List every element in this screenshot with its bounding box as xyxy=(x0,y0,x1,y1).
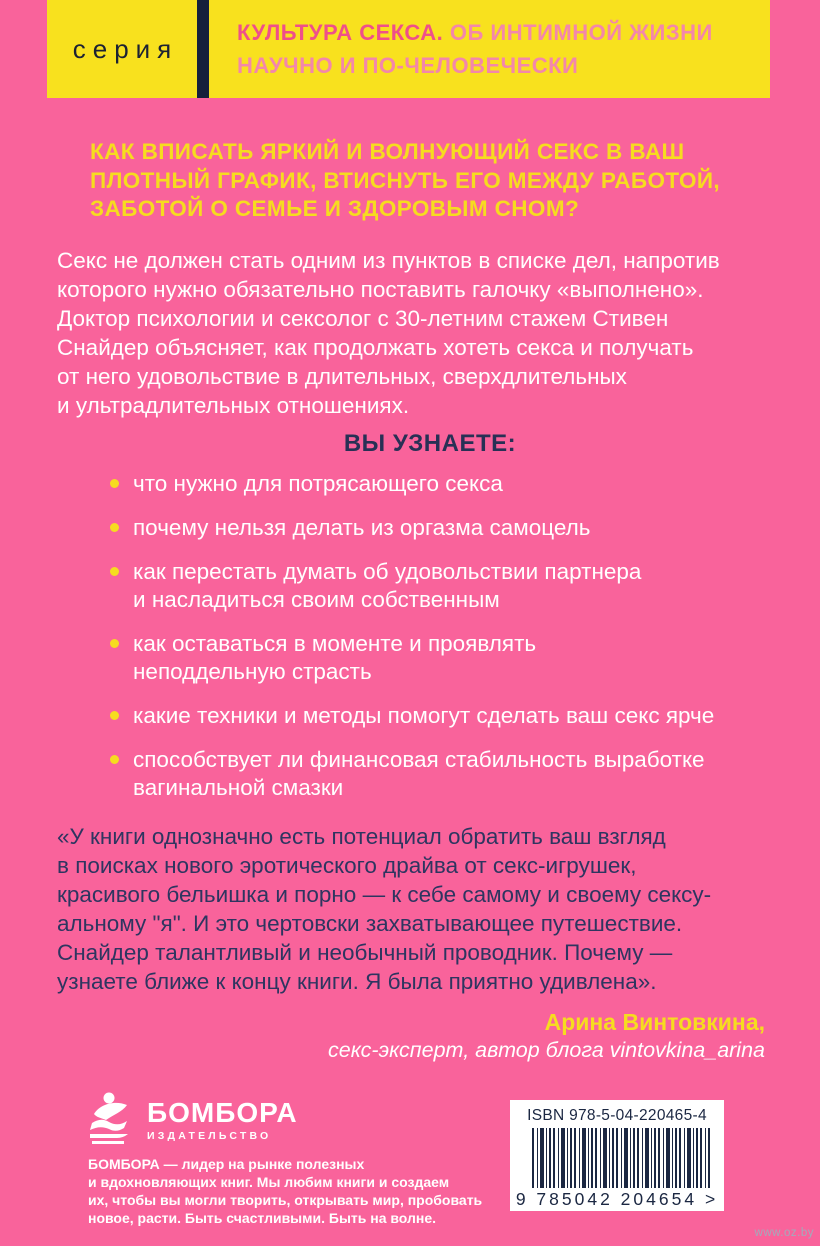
bullet-dot-icon xyxy=(110,639,119,648)
quote-attribution xyxy=(328,1008,765,1064)
publisher-subtitle: ИЗДАТЕЛЬСТВО xyxy=(147,1130,272,1142)
intro-line: Снайдер объясняет, как продолжать хотеть секса и получать xyxy=(57,335,694,360)
publisher-block xyxy=(85,1092,485,1227)
series-title xyxy=(237,0,760,98)
bullet-text: вагинальной смазки xyxy=(133,775,344,800)
publisher-tagline xyxy=(88,1155,485,1227)
quote-line: узнаете ближе к концу книги. Я была приятно удивлена». xyxy=(57,969,657,994)
tagline-line: новое, расти. Быть счастливыми. Быть на волне. xyxy=(88,1210,437,1226)
intro-paragraph xyxy=(57,246,777,420)
list-item xyxy=(110,470,780,498)
intro-line: которого нужно обязательно поставить галочку «выполнено». xyxy=(57,277,704,302)
series-label: серия xyxy=(72,33,179,64)
tagline-line: и вдохновляющих книг. Мы любим книги и создаем xyxy=(88,1174,450,1190)
intro-line: от него удовольствие в длительных, сверхдлительных xyxy=(57,364,627,389)
bombora-swimmer-icon xyxy=(85,1092,139,1144)
bullet-dot-icon xyxy=(110,567,119,576)
barcode-digits: 9 785042 204654 > xyxy=(515,1189,719,1209)
review-quote xyxy=(57,822,777,996)
headline-line: ПЛОТНЫЙ ГРАФИК, ВТИСНУТЬ ЕГО МЕЖДУ РАБОТОЙ, xyxy=(90,167,721,193)
list-item xyxy=(110,630,780,686)
intro-line: и ультрадлительных отношениях. xyxy=(57,393,410,418)
isbn-label: ISBN 978-5-04-220465-4 xyxy=(527,1107,707,1124)
quote-line: «У книги однозначно есть потенциал обратить ваш взгляд xyxy=(57,824,666,849)
list-item xyxy=(110,702,780,730)
series-title-line1-rest: ОБ ИНТИМНОЙ ЖИЗНИ xyxy=(449,20,713,45)
isbn-barcode-box xyxy=(510,1100,724,1211)
headline xyxy=(90,138,780,224)
headline-line: ЗАБОТОЙ О СЕМЬЕ И ЗДОРОВЫМ СНОМ? xyxy=(90,196,580,221)
bullet-dot-icon xyxy=(110,711,119,720)
series-title-line1 xyxy=(237,16,760,49)
bullet-text: что нужно для потрясающего секса xyxy=(133,471,503,496)
quote-line: в поисках нового эротического драйва от секс-игрушек, xyxy=(57,853,637,878)
barcode-bars xyxy=(532,1128,710,1188)
bullet-text: способствует ли финансовая стабильность выработке xyxy=(133,747,705,772)
learn-bullet-list xyxy=(110,470,780,818)
quote-line: красивого бельишка и порно — к себе самому и своему сексу- xyxy=(57,882,712,907)
intro-line: Доктор психологии и сексолог с 30-летним стажем Стивен xyxy=(57,306,669,331)
quote-line: альному "я". И это чертовски захватывающее путешествие. xyxy=(57,911,683,936)
series-title-line2: НАУЧНО И ПО-ЧЕЛОВЕЧЕСКИ xyxy=(237,53,579,78)
quote-line: Снайдер талантливый и необычный проводник. Почему — xyxy=(57,940,673,965)
bullet-text: какие техники и методы помогут сделать ваш секс ярче xyxy=(133,703,715,728)
series-title-bold: КУЛЬТУРА СЕКСА. xyxy=(237,20,444,45)
series-band xyxy=(47,0,770,98)
headline-line: КАК ВПИСАТЬ ЯРКИЙ И ВОЛНУЮЩИЙ СЕКС В ВАШ xyxy=(90,139,685,164)
quote-author: Арина Винтовкина, xyxy=(544,1009,765,1035)
bullet-text: неподдельную страсть xyxy=(133,659,372,684)
quote-author-role: секс-эксперт, автор блога vintovkina_arina xyxy=(328,1038,765,1062)
bullet-text: и насладиться своим собственным xyxy=(133,587,500,612)
publisher-name: БОМБОРА xyxy=(147,1097,298,1128)
bullet-dot-icon xyxy=(110,479,119,488)
list-item xyxy=(110,746,780,802)
list-item xyxy=(110,558,780,614)
series-divider xyxy=(197,0,209,98)
watermark: www.oz.by xyxy=(754,1227,814,1239)
bullet-dot-icon xyxy=(110,755,119,764)
tagline-line: их, чтобы вы могли творить, открывать мир, пробовать xyxy=(88,1192,483,1208)
bullet-dot-icon xyxy=(110,523,119,532)
list-item xyxy=(110,514,780,542)
publisher-wordmark xyxy=(147,1092,298,1142)
bullet-text: почему нельзя делать из оргазма самоцель xyxy=(133,515,591,540)
bullet-text: как перестать думать об удовольствии партнера xyxy=(133,559,642,584)
intro-line: Секс не должен стать одним из пунктов в списке дел, напротив xyxy=(57,248,720,273)
tagline-line: БОМБОРА — лидер на рынке полезных xyxy=(88,1156,365,1172)
publisher-logo xyxy=(85,1092,485,1144)
bullet-text: как оставаться в моменте и проявлять xyxy=(133,631,537,656)
learn-heading: ВЫ УЗНАЕТЕ: xyxy=(343,430,517,457)
